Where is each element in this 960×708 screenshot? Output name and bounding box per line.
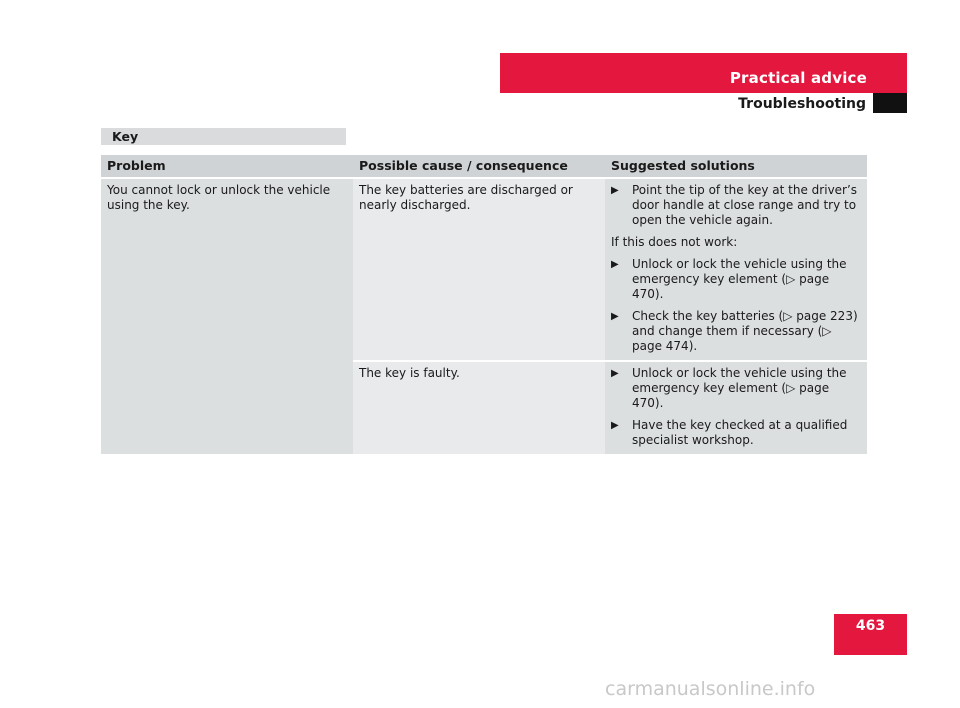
solution-text: Unlock or lock the vehicle using the emergency key element (▷ page 470).	[632, 257, 847, 301]
page-number: 463	[855, 618, 886, 634]
play-arrow-icon: ▶	[611, 185, 619, 196]
solution-step	[611, 183, 861, 228]
play-arrow-icon: ▶	[611, 368, 619, 379]
play-arrow-icon: ▶	[611, 420, 619, 431]
solution-step	[611, 309, 861, 354]
column-header-solutions: Suggested solutions	[611, 158, 755, 173]
play-arrow-icon: ▶	[611, 311, 619, 322]
solution-step	[611, 418, 861, 448]
solutions-cell	[605, 179, 867, 360]
section-title: Troubleshooting	[738, 96, 866, 112]
table-row	[353, 179, 867, 360]
page-number-box	[834, 614, 907, 655]
cause-cell: The key is faulty.	[353, 362, 605, 454]
solutions-cell	[605, 362, 867, 454]
play-arrow-icon: ▶	[611, 259, 619, 270]
solution-text: Check the key batteries (▷ page 223) and change them if necessary (▷ page 474).	[632, 309, 858, 353]
chapter-title: Practical advice	[729, 69, 867, 87]
cause-solution-rows	[353, 179, 867, 454]
table-row	[353, 360, 867, 454]
topic-title: Key	[112, 129, 139, 144]
solution-note: If this does not work:	[611, 235, 738, 249]
watermark: carmanualsonline.info	[605, 678, 816, 700]
column-header-cause: Possible cause / consequence	[359, 158, 568, 173]
solution-text: Point the tip of the key at the driver’s door handle at close range and try to open the vehicle again.	[632, 183, 858, 227]
table-header	[101, 155, 867, 179]
solution-text: Unlock or lock the vehicle using the emergency key element (▷ page 470).	[632, 366, 847, 410]
solution-step	[611, 366, 861, 411]
chapter-marker	[873, 93, 907, 113]
solution-text: Have the key checked at a qualified specialist workshop.	[632, 418, 848, 447]
troubleshooting-table	[101, 155, 867, 454]
solution-step	[611, 257, 861, 302]
column-header-problem: Problem	[107, 158, 166, 173]
cause-cell: The key batteries are discharged or nearly discharged.	[353, 179, 605, 360]
table-body	[101, 179, 867, 454]
problem-cell: You cannot lock or unlock the vehicle using the key.	[101, 179, 353, 454]
chapter-banner	[500, 53, 907, 93]
topic-bar	[101, 128, 346, 145]
